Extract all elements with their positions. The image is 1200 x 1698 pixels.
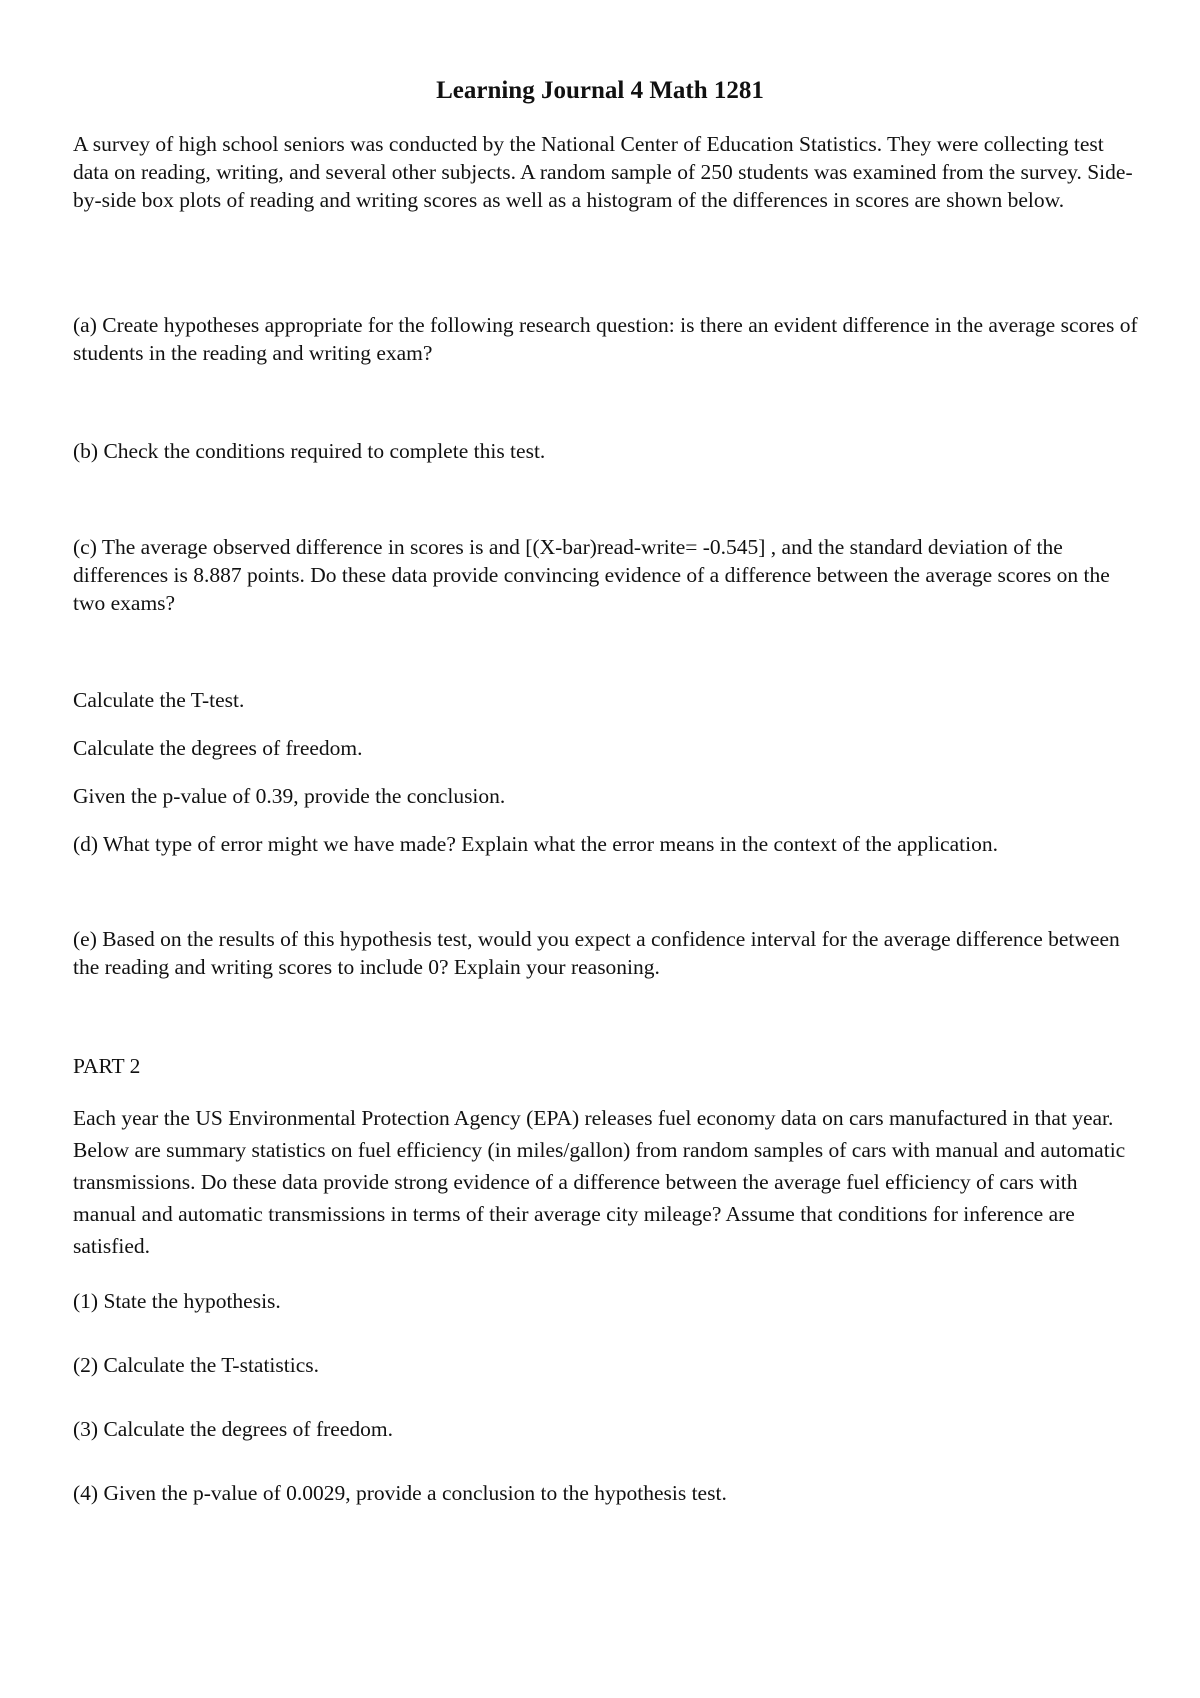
part2-question-1: (1) State the hypothesis.	[73, 1289, 281, 1313]
part2-question-4: (4) Given the p-value of 0.0029, provide a conclusion to the hypothesis test.	[73, 1481, 727, 1505]
instruction-p-value: Given the p-value of 0.39, provide the conclusion.	[73, 784, 506, 808]
question-c: (c) The average observed difference in scores is and [(X-bar)read-write= -0.545] , and the standard deviation of the differences is 8.887 points. Do these data provide convincing evidence of a difference between the average scores on the two exams?	[73, 535, 1110, 615]
question-d: (d) What type of error might we have made? Explain what the error means in the context of the application.	[73, 832, 998, 856]
question-a: (a) Create hypotheses appropriate for the following research question: is there an evident difference in the average scores of students in the reading and writing exam?	[73, 313, 1138, 365]
question-e: (e) Based on the results of this hypothesis test, would you expect a confidence interval for the average difference between the reading and writing scores to include 0? Explain your reasoning.	[73, 927, 1120, 979]
part1-intro: A survey of high school seniors was conducted by the National Center of Education Statistics. They were collecting test data on reading, writing, and several other subjects. A random sample of 250 students was examined from the survey. Side-by-side box plots of reading and writing scores as well as a histogram of the differences in scores are shown below.	[73, 132, 1133, 212]
instruction-degrees-of-freedom: Calculate the degrees of freedom.	[73, 736, 363, 760]
question-b: (b) Check the conditions required to complete this test.	[73, 439, 546, 463]
part2-intro: Each year the US Environmental Protection Agency (EPA) releases fuel economy data on cars manufactured in that year. Below are summary statistics on fuel efficiency (in miles/gallon) from random samples of cars with manual and automatic transmissions. Do these data provide strong evidence of a difference between the average fuel efficiency of cars with manual and automatic transmissions in terms of their average city mileage? Assume that conditions for inference are satisfied.	[73, 1106, 1126, 1258]
part2-question-2: (2) Calculate the T-statistics.	[73, 1353, 320, 1377]
part2-question-3: (3) Calculate the degrees of freedom.	[73, 1417, 393, 1441]
instruction-t-test: Calculate the T-test.	[73, 688, 245, 712]
page-title: Learning Journal 4 Math 1281	[436, 77, 764, 104]
part2-heading: PART 2	[73, 1054, 141, 1078]
